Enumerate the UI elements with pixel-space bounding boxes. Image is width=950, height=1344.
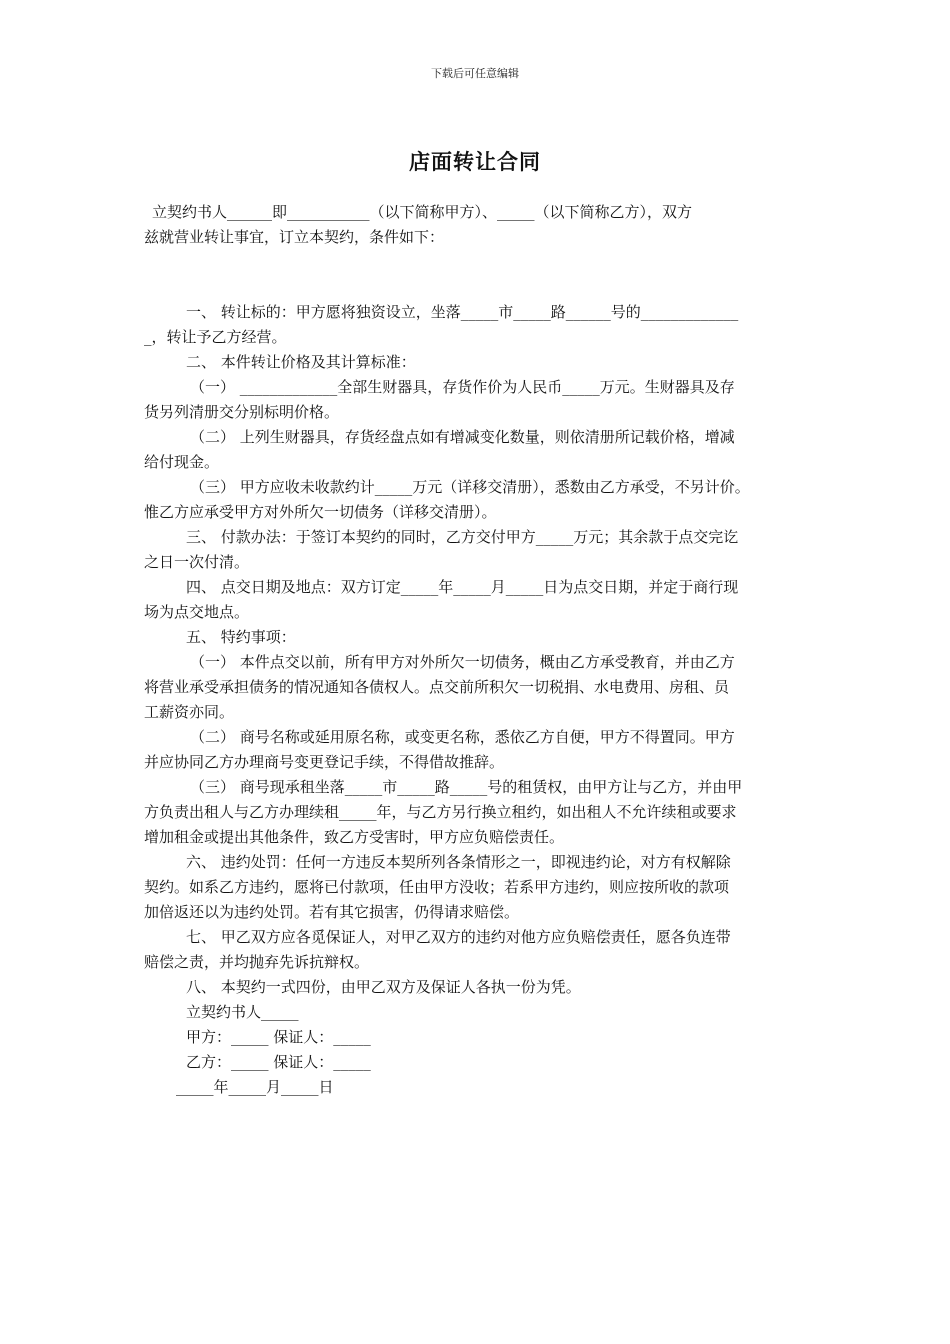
clause-2-1-line-1: （一） _____________全部生财器具，存货作价为人民币_____万元。生财器具及存 <box>190 378 735 396</box>
clause-1-line-2: _，转让予乙方经营。 <box>144 328 287 346</box>
date-line: _____年_____月_____日 <box>176 1078 334 1096</box>
intro-line-2: 兹就营业转让事宜，订立本契约，条件如下： <box>144 228 445 246</box>
clause-6-line-1: 六、 违约处罚：任何一方违反本契所列各条情形之一，即视违约论，对方有权解除 <box>186 853 731 871</box>
clause-7-line-1: 七、 甲乙双方应各觅保证人，对甲乙双方的违约对他方应负赔偿责任，愿各负连带 <box>186 928 731 946</box>
clause-2-1-line-2: 货另列清册交分别标明价格。 <box>144 403 340 421</box>
clause-2-2-line-1: （二） 上列生财器具，存货经盘点如有增减变化数量，则依清册所记载价格，增减 <box>190 428 735 446</box>
clause-5-heading: 五、 特约事项： <box>186 628 296 646</box>
intro-line-1: 立契约书人______即___________（以下简称甲方）、_____（以下简称乙方），双方 <box>152 203 693 221</box>
party-b-signature-line: 乙方：_____ 保证人：_____ <box>186 1053 371 1071</box>
clause-5-2-line-2: 并应协同乙方办理商号变更登记手续，不得借故推辞。 <box>144 753 505 771</box>
clause-2-heading: 二、 本件转让价格及其计算标准： <box>186 353 416 371</box>
party-a-signature-line: 甲方：_____ 保证人：_____ <box>186 1028 371 1046</box>
document-title: 店面转让合同 <box>409 149 541 174</box>
clause-5-1-line-3: 工薪资亦同。 <box>144 703 235 721</box>
clause-6-line-3: 加倍返还以为违约处罚。若有其它损害，仍得请求赔偿。 <box>144 903 520 921</box>
clause-1-line-1: 一、 转让标的：甲方愿将独资设立，坐落_____市_____路______号的_____________ <box>186 303 739 321</box>
clause-3-line-1: 三、 付款办法：于签订本契约的同时，乙方交付甲方_____万元；其余款于点交完讫 <box>186 528 739 546</box>
clause-5-3-line-3: 增加租金或提出其他条件，致乙方受害时，甲方应负赔偿责任。 <box>144 828 565 846</box>
clause-6-line-2: 契约。如系乙方违约，愿将已付款项，任由甲方没收；若系甲方违约，则应按所收的款项 <box>144 878 730 896</box>
signatory-line: 立契约书人_____ <box>186 1003 299 1021</box>
clause-8-line-1: 八、 本契约一式四份，由甲乙双方及保证人各执一份为凭。 <box>186 978 581 996</box>
clause-4-line-1: 四、 点交日期及地点：双方订定_____年_____月_____日为点交日期，并定于商行现 <box>186 578 739 596</box>
clause-5-1-line-1: （一） 本件点交以前，所有甲方对外所欠一切债务，概由乙方承受教育，并由乙方 <box>190 653 735 671</box>
clause-5-3-line-2: 方负责出租人与乙方办理续租_____年，与乙方另行换立租约，如出租人不允许续租或要求 <box>144 803 737 821</box>
clause-2-3-line-1: （三） 甲方应收未收款约计_____万元（详移交清册），悉数由乙方承受，不另计价。 <box>190 478 750 496</box>
header-note: 下载后可任意编辑 <box>431 67 519 80</box>
clause-3-line-2: 之日一次付清。 <box>144 553 250 571</box>
clause-2-3-line-2: 惟乙方应承受甲方对外所欠一切债务（详移交清册）。 <box>144 503 497 521</box>
clause-5-2-line-1: （二） 商号名称或延用原名称，或变更名称，悉依乙方自便，甲方不得置同。甲方 <box>190 728 735 746</box>
clause-5-3-line-1: （三） 商号现承租坐落_____市_____路_____号的租赁权，由甲方让与乙方，并由甲 <box>190 778 743 796</box>
clause-2-2-line-2: 给付现金。 <box>144 453 220 471</box>
clause-7-line-2: 赔偿之责，并均抛弃先诉抗辩权。 <box>144 953 370 971</box>
clause-4-line-2: 场为点交地点。 <box>144 603 250 621</box>
clause-5-1-line-2: 将营业承受承担债务的情况通知各债权人。点交前所积欠一切税捐、水电费用、房租、员 <box>144 678 730 696</box>
